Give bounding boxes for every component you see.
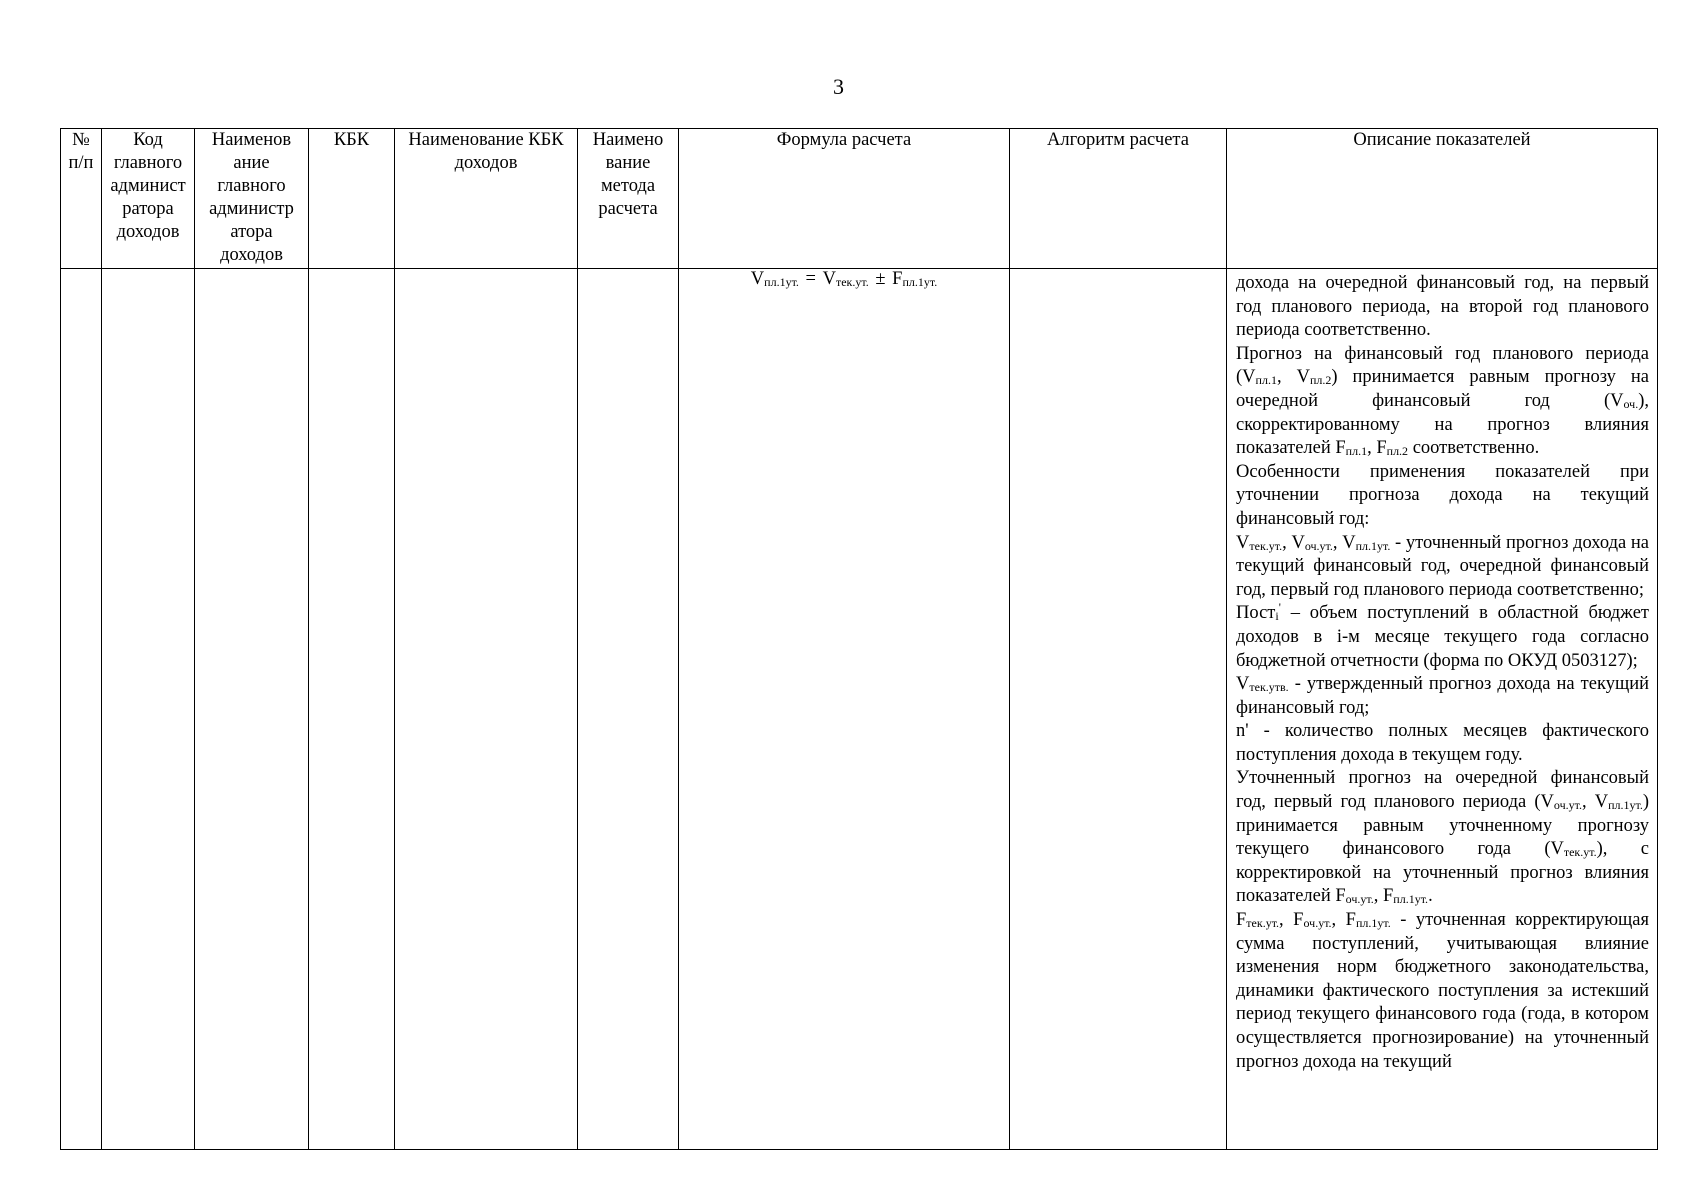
header-algorithm: Алгоритм расчета bbox=[1010, 129, 1227, 269]
cell-admin-name bbox=[195, 269, 309, 1150]
methodology-table bbox=[60, 128, 1658, 1150]
cell-admin-code bbox=[102, 269, 195, 1150]
cell-method-name bbox=[578, 269, 679, 1150]
desc-paragraph-4: $V_{тек.ут.}$, $V_{оч.ут.}$, $V_{пл.1ут.}$ - уточненный прогноз дохода на текущий финансовый год, очередной финансовый год, первый год планового периода соответственно; bbox=[1236, 532, 1649, 600]
header-kbk-name: Наименование КБК доходов bbox=[395, 129, 578, 269]
desc-paragraph-8: Уточненный прогноз на очередной финансовый год, первый год планового периода ($V_{оч.ут.}$, $V_{пл.1ут.}$) принимается равным уточненному прогнозу текущего финансового года $(V_{тек.ут.})$, с корректировкой на уточненный прогноз влияния показателей $F_{оч.ут.}$, $F_{пл.1ут.}$. bbox=[1236, 768, 1649, 907]
header-method-name: Наимено вание метода расчета bbox=[578, 129, 679, 269]
header-admin-name: Наименов ание главного администр атора доходов bbox=[195, 129, 309, 269]
cell-algorithm bbox=[1010, 269, 1227, 1150]
desc-paragraph-3: Особенности применения показателей при уточнении прогноза дохода на текущий финансовый год: bbox=[1236, 461, 1649, 529]
header-formula: Формула расчета bbox=[679, 129, 1010, 269]
desc-paragraph-9: $F_{тек.ут.}$, $F_{оч.ут.}$, $F_{пл.1ут.}$ - уточненная корректирующая сумма поступлений, учитывающая влияние изменения норм бюджетного законодательства, динамики фактического поступления за истекший период текущего финансового года (года, в котором осуществляется прогнозирование) на уточненный прогноз дохода на текущий bbox=[1236, 910, 1649, 1072]
desc-paragraph-6: $V_{тек.утв.}$ - утвержденный прогноз дохода на текущий финансовый год; bbox=[1236, 674, 1649, 718]
header-number: № п/п bbox=[61, 129, 102, 269]
header-kbk: КБК bbox=[309, 129, 395, 269]
cell-description bbox=[1227, 269, 1658, 1150]
desc-paragraph-2: Прогноз на финансовый год планового периода ($V_{пл.1}$, $V_{пл.2}$) принимается равным прогнозу на очередной финансовый год $(V_{оч.})$, скорректированному на прогноз влияния показателей $F_{пл.1}$, $F_{пл.2}$ соответственно. bbox=[1236, 343, 1649, 459]
cell-number bbox=[61, 269, 102, 1150]
cell-formula bbox=[679, 269, 1010, 1150]
desc-paragraph-7: n' - количество полных месяцев фактического поступления дохода в текущем году. bbox=[1236, 721, 1649, 765]
page-number: 3 bbox=[833, 74, 844, 99]
header-description: Описание показателей bbox=[1227, 129, 1658, 269]
table-row bbox=[61, 269, 1658, 1150]
formula: $V_{пл.1ут.} = V_{тек.ут.} \pm F_{пл.1ут.}$ bbox=[750, 269, 938, 289]
cell-kbk bbox=[309, 269, 395, 1150]
header-row bbox=[61, 129, 1658, 269]
desc-paragraph-5: Пост$_i$' – объем поступлений в областной бюджет доходов в i-м месяце текущего года согласно бюджетной отчетности (форма по ОКУД 0503127); bbox=[1236, 600, 1649, 671]
header-admin-code: Код главного админист ратора доходов bbox=[102, 129, 195, 269]
cell-kbk-name bbox=[395, 269, 578, 1150]
desc-paragraph-1: дохода на очередной финансовый год, на первый год планового периода, на второй год планового периода соответственно. bbox=[1236, 273, 1649, 341]
